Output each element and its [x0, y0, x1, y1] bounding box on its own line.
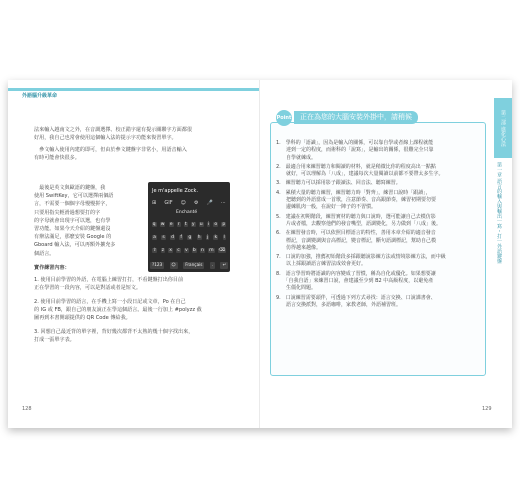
text-line: 個語言。 [34, 250, 55, 257]
grid-icon: ⊞ [152, 200, 157, 206]
text-line: 言，不需要一個個字母慢慢拼字， [34, 201, 111, 208]
text-line: 有辦法滿足，那麼安裝 Google 的 [34, 234, 112, 241]
key: b [192, 248, 196, 253]
symbols-key: ?123 [152, 262, 163, 267]
keyboard-row-2 [150, 235, 228, 240]
list-line: 把聽到的外語當成一首歌，注意節奏、音高跟節奏，練習初期要勿要 [276, 197, 437, 204]
practice-item-2 [34, 298, 202, 323]
key: m [209, 248, 214, 253]
key: j [206, 235, 209, 240]
point-icon: Point [276, 110, 292, 126]
key: d [171, 235, 175, 240]
text-line: Gboard 輸入法，可以再額外擴充多 [34, 242, 116, 249]
text-line: 的字母就會出現字可以選，也有學 [34, 217, 111, 224]
text-line: 法來輸入越南文之外，在音調選擇、校正錯字還有提示關聯字方面都很 [34, 127, 192, 133]
list-item [276, 180, 476, 187]
list-line: 語言交換派對，多語咖啡，家教老師，外語補習班。 [276, 301, 402, 308]
running-header: 外語腦升級革命 [22, 93, 58, 99]
list-line: 就好，可以理解為「八成」，建議每次大量閱讀以前都不要帶太多生字。 [276, 171, 444, 178]
list-line: 仿得越來越像。 [276, 244, 322, 251]
backspace-icon: ⌫ [218, 248, 226, 253]
list-item [276, 295, 476, 310]
gif-icon: GIF [164, 200, 173, 206]
period-key: . [211, 262, 214, 267]
text-line: 好用，我自己也常會使用這個輸入法的提示字功能來復習單字。 [34, 135, 177, 142]
header-bar [8, 88, 260, 91]
typed-text: Je m'appelle Zock. [152, 188, 199, 194]
list-line: 邊練肌肉一般，在說好一陣子的不習慣。 [276, 204, 377, 211]
key: o [214, 222, 218, 227]
key: q [152, 222, 156, 227]
page-number-right: 129 [482, 406, 492, 412]
left-page [8, 80, 260, 428]
list-line: 1. 學科的「語識」，因為是輸入的關係，可以靠自學或者線上課程就能 [276, 140, 434, 146]
text-line: 最後是英文與歐語的鍵盤，我 [34, 185, 106, 191]
enter-icon: ↵ [222, 262, 226, 267]
key: w [160, 222, 165, 227]
text-line: 圖再到本書開頭提供的 QR Code 傳給我。 [34, 315, 131, 322]
list-item [276, 214, 476, 229]
chapter-tab: 第二部 進化心法 [494, 98, 512, 158]
list-line: 「自我自語」來練習口說，會建議至少到 B2 中高級程度，以避免產 [276, 278, 434, 285]
text-line: 打成一張單字表。 [34, 337, 75, 344]
list-line: 6. 在練習發音時，可以依照目標語言的特性，善用本章介紹的適音發音 [276, 230, 436, 237]
practice-section [34, 264, 70, 272]
key: k [214, 235, 218, 240]
practice-item-3 [34, 328, 193, 344]
microphone-icon: 🎤 [206, 200, 213, 206]
keyboard-bottom-row [150, 262, 228, 269]
emoji-icon: ☺ [171, 262, 176, 267]
key: y [191, 222, 195, 227]
text-line: 參文輸入使用內建的即可，但由於參文鍵盤字非常小，用語音輸入 [34, 147, 187, 153]
text-line: 的 IG 或 FB，跟自己的朋友說正在學這個語言。最後一行加上 #polyzz 截 [34, 307, 202, 314]
paragraph-keyboard [34, 184, 115, 258]
list-line: 達到一定的程度，而術科的「說寫」，是輸出的關係，很難完全只靠 [276, 147, 434, 154]
summary-list [276, 140, 476, 309]
key: l [223, 235, 225, 240]
key: f [180, 235, 182, 240]
keyboard-row-3 [150, 248, 228, 253]
key: x [169, 248, 172, 253]
chapter-sidebar [494, 98, 512, 418]
key: v [184, 248, 188, 253]
paragraph-1 [34, 126, 192, 142]
key: e [169, 222, 173, 227]
list-item [276, 271, 476, 293]
shift-icon: ⇧ [152, 248, 157, 253]
key: t [184, 222, 187, 227]
key: i [207, 222, 210, 227]
list-item [276, 140, 476, 162]
list-line: 標記，音調變調與音高標記，變音標記，斷句語調標記，幫助自己模 [276, 237, 437, 244]
key: g [188, 235, 192, 240]
list-line: 9. 口說練習需要頭伴，可透過下列方式尋找：語言交換、口說課書會、 [276, 294, 436, 301]
list-line: 8. 語言學習時將語識的內容變成了習慣，稱為自化或優化。如果想要讓 [276, 270, 436, 277]
chapter-subtitle: 第一章 語言的輸入與輸出｜寫・打｜外語鍵盤 [496, 162, 502, 264]
text-line: 只要用指尖輕滑過想要打的字 [34, 209, 101, 216]
text-line: 使用 SwiftKey，它可以選擇兩個語 [34, 193, 114, 200]
right-page [260, 80, 512, 428]
text-line: 正在學習的一段內容，可以是對話或者是短文。 [34, 285, 141, 292]
space-key: Français [185, 262, 203, 267]
practice-item-1 [34, 276, 183, 292]
key: a [153, 235, 156, 240]
keyboard-screenshot [148, 182, 230, 272]
list-line: 2. 最適合用來練習聽力和閱讀的材料，就是稍微比你的程度高出一點點 [276, 163, 436, 170]
key: s [162, 235, 165, 240]
callout-header [276, 110, 486, 126]
emoji-icon: ☺ [180, 200, 186, 206]
key: n [200, 248, 204, 253]
key: r [177, 222, 180, 227]
keyboard-toolbar [148, 200, 230, 208]
gear-icon: ⚙ [193, 200, 199, 206]
text-line: 2. 使用目前學習的語言，在手機上寫一小段日記或文章，Po 在自己 [34, 299, 186, 305]
page-number-left: 128 [22, 406, 32, 412]
list-item [276, 190, 476, 212]
practice-title: 實作練習內容： [34, 265, 70, 271]
list-line: 7. 口說的加強，推薦初始階段多採跟聽說影練方法或情境影練方法，而中級 [276, 254, 446, 261]
text-line: 習功能。如果今天介紹的鍵盤還沒 [34, 226, 111, 233]
list-line: 自學就練成。 [276, 154, 317, 161]
list-line: 5. 建議在初期階段，練習實材的聽力與口說時，選可能讓自己去模仿影 [276, 213, 436, 220]
list-line: 生僵化問題。 [276, 285, 317, 292]
keyboard-row-1 [150, 222, 228, 227]
key: c [177, 248, 180, 253]
list-item [276, 254, 476, 269]
key: u [199, 222, 203, 227]
list-line: 以上採跟讀語言練習法成效會更好。 [276, 261, 367, 268]
list-line: 片或者檔，去觀察他們的發音嘴型，語調變化，另力做到「八成」後。 [276, 220, 442, 227]
key: z [161, 248, 165, 253]
book-spread [8, 80, 512, 428]
text-line: 3. 回想自己最近背的單字裡，背好幾次都背不太熟的幾十個字找出來， [34, 329, 194, 335]
list-item [276, 230, 476, 252]
more-icon: ⋯ [220, 200, 226, 206]
list-line: 3. 練習聽力可以採用影子跟讀法、回音法、聽寫練習。 [276, 180, 401, 187]
list-item [276, 164, 476, 179]
text-line: 有時可能會快很多。 [34, 155, 80, 162]
suggestion: Enchanté [176, 210, 198, 215]
key: h [197, 235, 201, 240]
callout-title: 正在為您的大腦安裝外掛中，請稍候 [294, 111, 418, 124]
text-line: 1. 使用目前學習的外語，在電腦上練習打打，不看鍵盤打出你目前 [34, 277, 184, 283]
paragraph-2 [34, 146, 187, 162]
list-line: 4. 累積大量的聽力練習，練習聽力時「對齊」，練習口說時「跟讀」， [276, 189, 431, 196]
key: p [222, 222, 226, 227]
